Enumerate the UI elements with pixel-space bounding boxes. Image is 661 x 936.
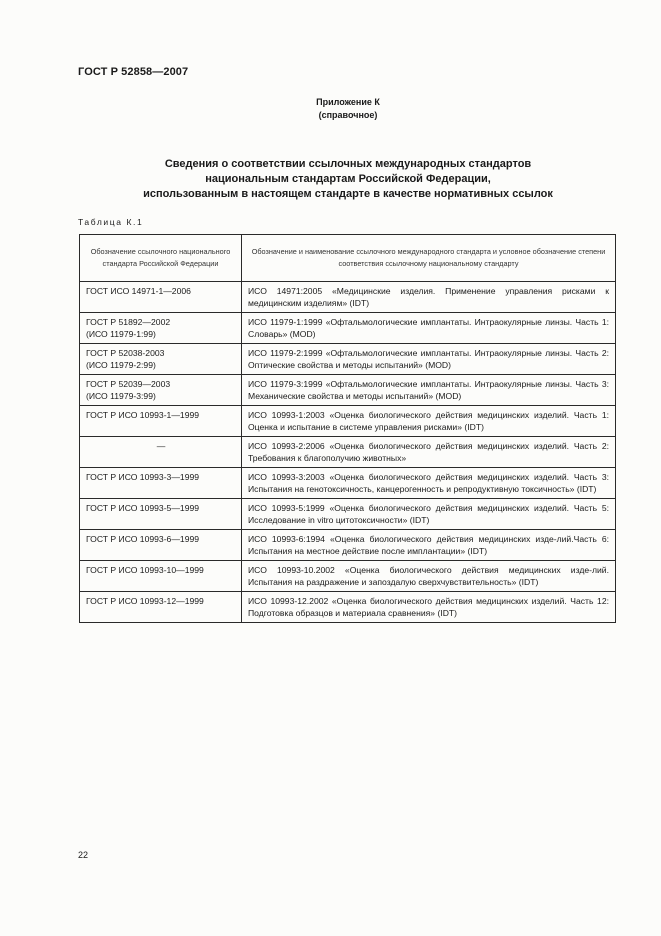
header-national: Обозначение ссылочного национального стандарта Российской Федерации xyxy=(80,235,242,282)
table-row xyxy=(80,406,616,437)
national-standard-cell: ГОСТ ИСО 14971-1—2006 xyxy=(80,282,242,313)
page-number: 22 xyxy=(78,850,89,860)
international-standard-cell: ИСО 10993-3:2003 «Оценка биологического действия медицинских изделий. Часть 3: Испытания на генотоксичность, канцерогенность и репродуктивную токсичность» (IDT) xyxy=(242,468,616,499)
national-standard-cell: ГОСТ Р ИСО 10993-3—1999 xyxy=(80,468,242,499)
header-international: Обозначение и наименование ссылочного международного стандарта и условное обозначение степени соответствия ссылочному национальному стандарту xyxy=(242,235,616,282)
title-line-2: национальным стандартам Российской Федерации, xyxy=(205,173,491,185)
table-row xyxy=(80,468,616,499)
appendix-title: Приложение К xyxy=(316,97,380,107)
international-standard-cell: ИСО 10993-12.2002 «Оценка биологического действия медицинских изделий. Часть 12: Подготовка образцов и материала сравнения» (IDT) xyxy=(242,592,616,623)
international-standard-cell: ИСО 10993-6:1994 «Оценка биологического действия медицинских изде-лий.Часть 6: Испытания на местное действие после имплантации» (IDT) xyxy=(242,530,616,561)
table-row xyxy=(80,375,616,406)
national-standard-cell: ГОСТ Р ИСО 10993-6—1999 xyxy=(80,530,242,561)
table-row xyxy=(80,344,616,375)
table-row xyxy=(80,313,616,344)
standard-designation: ГОСТ Р 52858—2007 xyxy=(78,66,189,78)
national-standard-cell: ГОСТ Р ИСО 10993-12—1999 xyxy=(80,592,242,623)
international-standard-cell: ИСО 14971:2005 «Медицинские изделия. Применение управления рисками к медицинским изделиям» (IDT) xyxy=(242,282,616,313)
international-standard-cell: ИСО 10993-10.2002 «Оценка биологического действия медицинских изде-лий. Испытания на раздражение и запоздалую сверхчувствительность» (IDT) xyxy=(242,561,616,592)
table-row xyxy=(80,592,616,623)
national-standard-cell: ГОСТ Р ИСО 10993-10—1999 xyxy=(80,561,242,592)
national-standard-cell: ГОСТ Р 51892—2002 (ИСО 11979-1:99) xyxy=(80,313,242,344)
references-table xyxy=(79,234,616,623)
table-row xyxy=(80,561,616,592)
national-standard-cell: ГОСТ Р 52038-2003 (ИСО 11979-2:99) xyxy=(80,344,242,375)
table-row xyxy=(80,499,616,530)
table-row xyxy=(80,437,616,468)
national-standard-cell: ГОСТ Р 52039—2003 (ИСО 11979-3:99) xyxy=(80,375,242,406)
international-standard-cell: ИСО 10993-2:2006 «Оценка биологического действия медицинских изделий. Часть 2: Требования к благополучию животных» xyxy=(242,437,616,468)
national-standard-cell: ГОСТ Р ИСО 10993-1—1999 xyxy=(80,406,242,437)
document-title xyxy=(0,157,661,202)
international-standard-cell: ИСО 11979-2:1999 «Офтальмологические имплантаты. Интраокулярные линзы. Часть 2: Оптические свойства и методы испытаний» (MOD) xyxy=(242,344,616,375)
national-standard-cell: ГОСТ Р ИСО 10993-5—1999 xyxy=(80,499,242,530)
table-label: Таблица К.1 xyxy=(78,217,144,227)
table-row xyxy=(80,282,616,313)
table-header-row xyxy=(80,235,616,282)
appendix-kind: (справочное) xyxy=(318,110,378,120)
national-standard-cell: — xyxy=(80,437,242,468)
international-standard-cell: ИСО 10993-5:1999 «Оценка биологического действия медицинских изделий. Часть 5: Исследование in vitro цитотоксичности» (IDT) xyxy=(242,499,616,530)
appendix-heading xyxy=(0,96,661,122)
table-row xyxy=(80,530,616,561)
title-line-3: использованным в настоящем стандарте в качестве нормативных ссылок xyxy=(143,188,553,200)
title-line-1: Сведения о соответствии ссылочных международных стандартов xyxy=(164,158,532,170)
international-standard-cell: ИСО 10993-1:2003 «Оценка биологического действия медицинских изделий. Часть 1: Оценка и испытание в системе управления рисками» (IDT) xyxy=(242,406,616,437)
international-standard-cell: ИСО 11979-3:1999 «Офтальмологические имплантаты. Интраокулярные линзы. Часть 3: Механические свойства и методы испытаний» (MOD) xyxy=(242,375,616,406)
international-standard-cell: ИСО 11979-1:1999 «Офтальмологические имплантаты. Интраокулярные линзы. Часть 1: Словарь» (MOD) xyxy=(242,313,616,344)
